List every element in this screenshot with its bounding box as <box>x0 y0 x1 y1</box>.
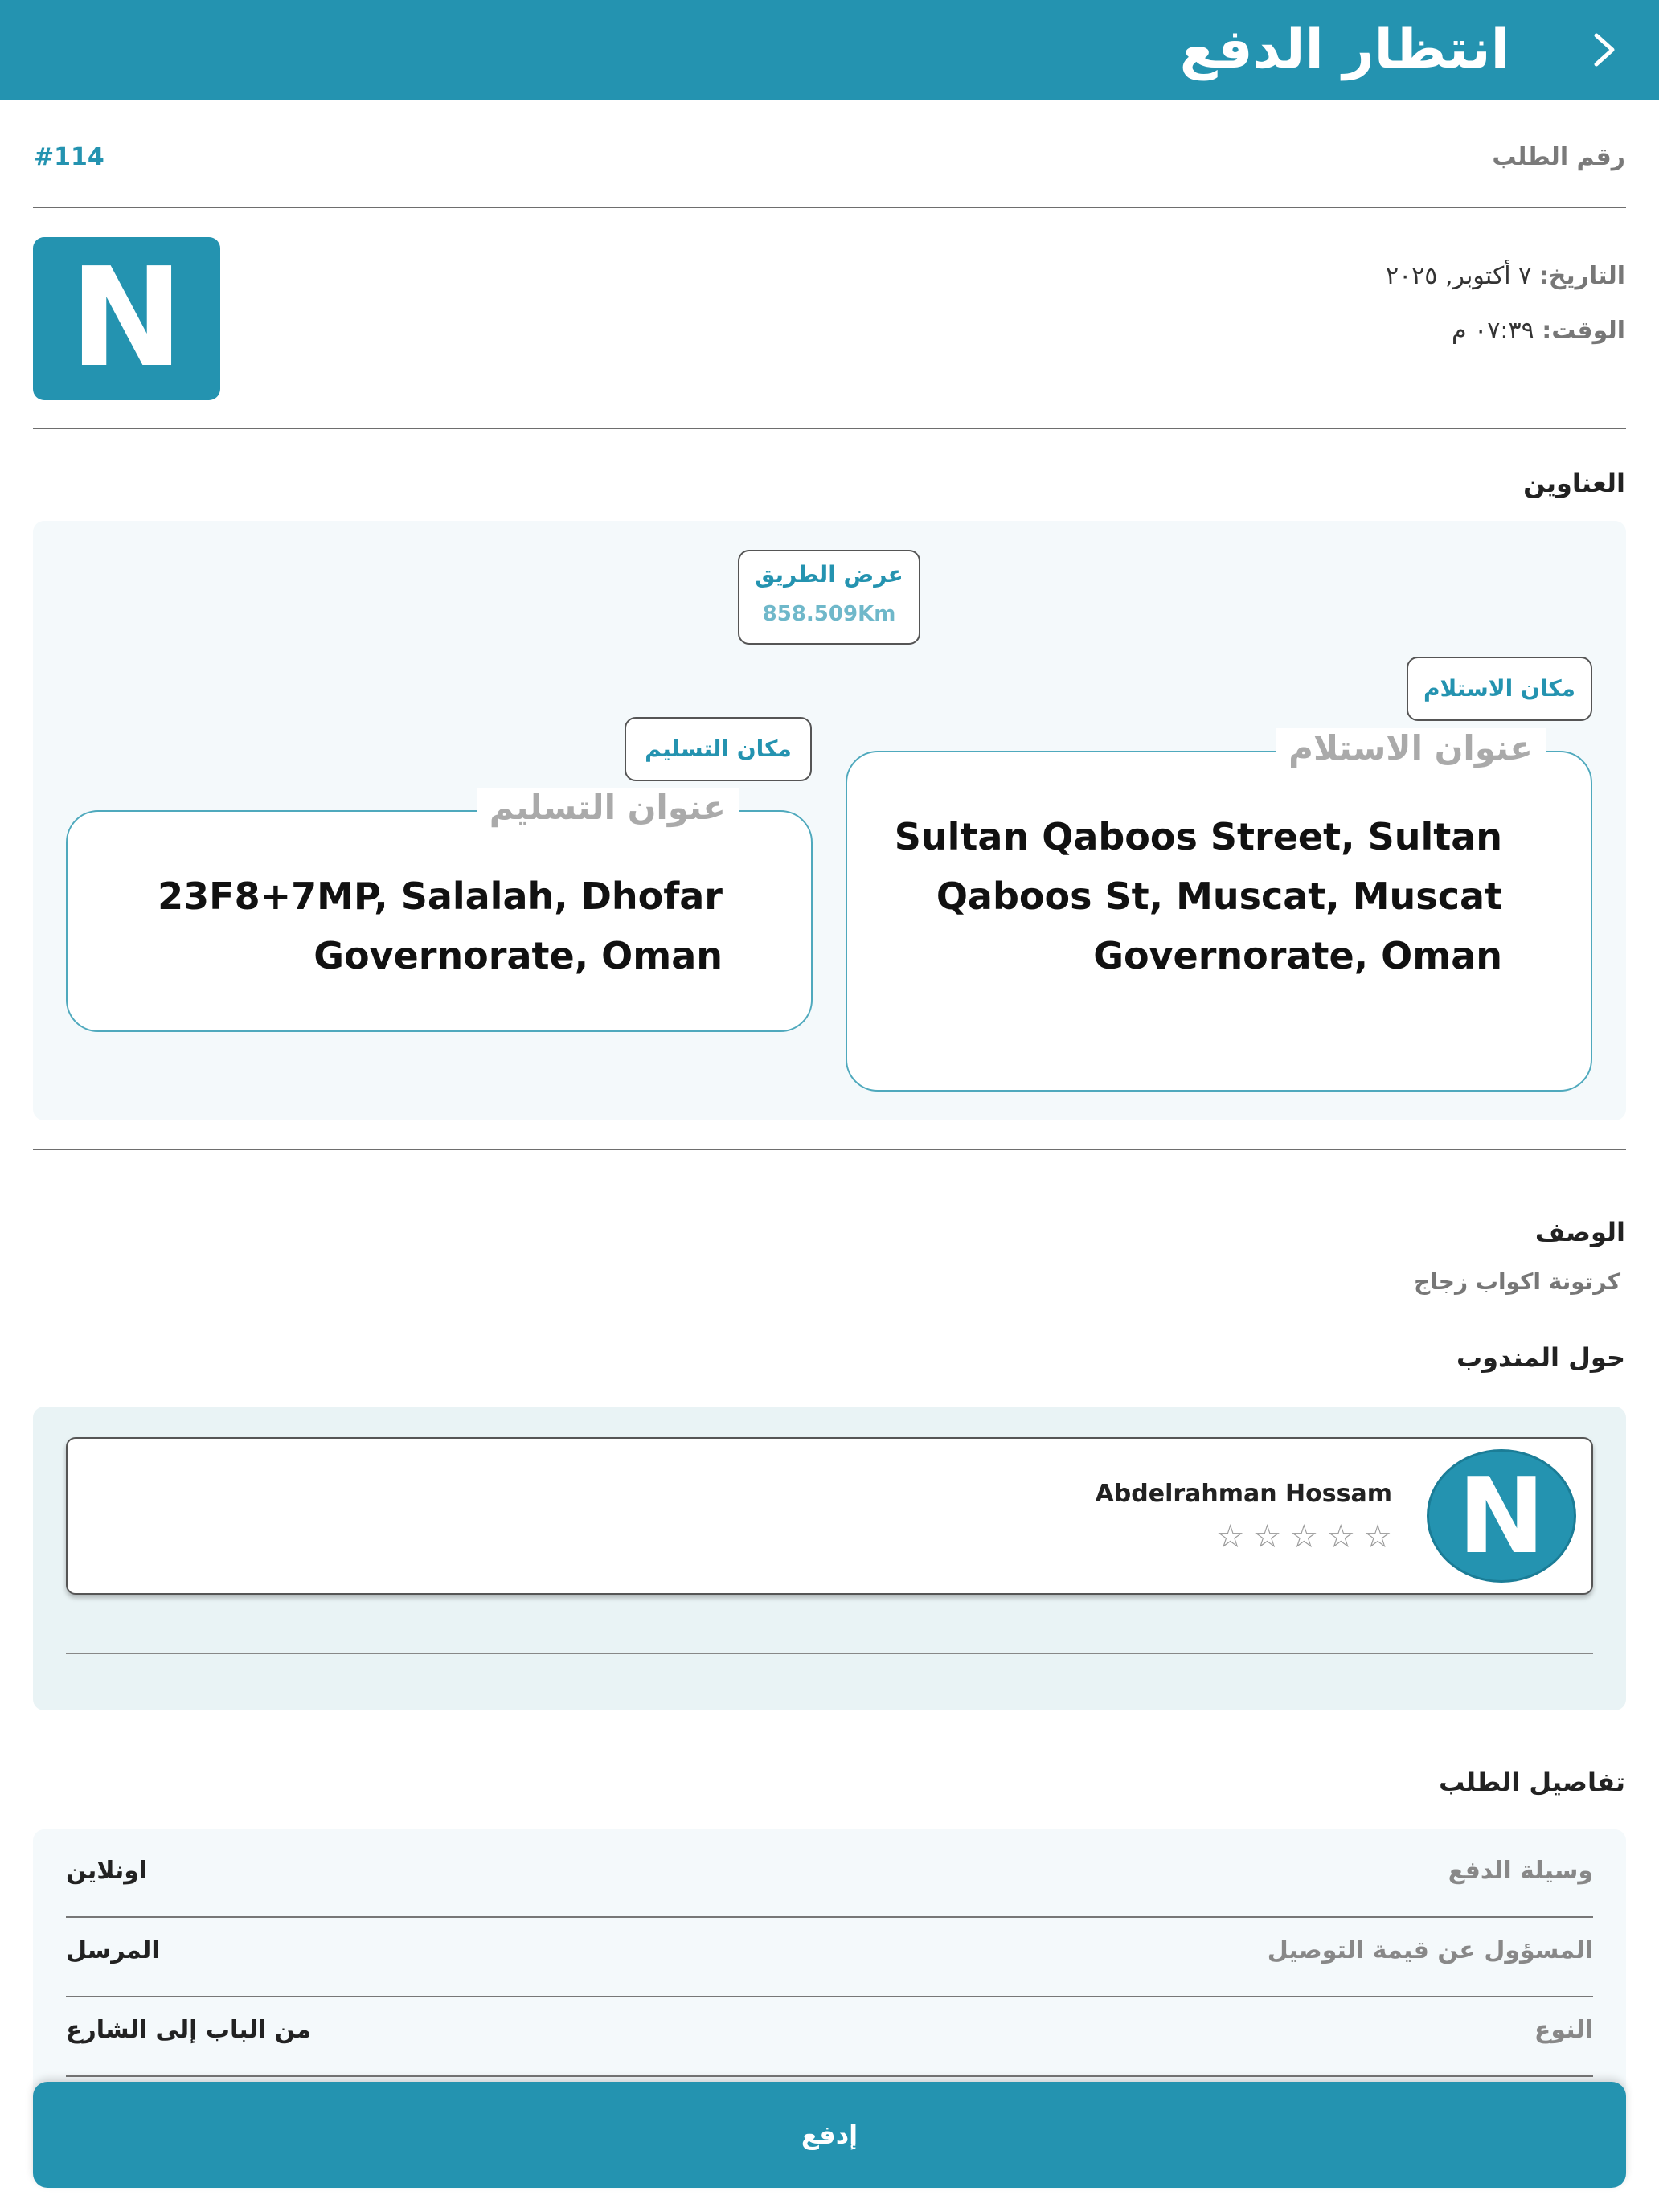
divider <box>66 1916 1593 1918</box>
divider <box>33 207 1626 208</box>
agent-rating <box>1216 1518 1392 1556</box>
date-value: ٧ أكتوبر, ٢٠٢٥ <box>1385 262 1532 290</box>
detail-row <box>66 1998 1593 2077</box>
chevron-right-icon[interactable] <box>1582 27 1627 72</box>
pickup-address-box <box>846 728 1592 1092</box>
star-outline-icon: ☆ <box>1252 1518 1282 1555</box>
page-title: انتظار الدفع <box>1179 18 1509 81</box>
dropoff-location-button[interactable]: مكان التسليم <box>625 717 812 781</box>
detail-value: المرسل <box>66 1936 160 1964</box>
agent-title: حول المندوب <box>1456 1342 1625 1373</box>
detail-row <box>66 1839 1593 1918</box>
order-number-value: #114 <box>34 143 104 171</box>
agent-avatar: N <box>1427 1449 1576 1583</box>
detail-label: المسؤول عن قيمة التوصيل <box>1267 1936 1593 1964</box>
details-title: تفاصيل الطلب <box>1439 1767 1625 1797</box>
pickup-address-legend: عنوان الاستلام <box>1276 728 1546 768</box>
order-number-label: رقم الطلب <box>1492 143 1625 171</box>
company-logo: N <box>33 237 220 400</box>
divider <box>66 2075 1593 2077</box>
detail-value: من الباب إلى الشارع <box>66 2016 312 2044</box>
app-header <box>0 0 1659 100</box>
addresses-title: العناوين <box>1523 468 1625 498</box>
pickup-address-text: Sultan Qaboos Street, Sultan Qaboos St, Muscat, Muscat Governorate, Oman <box>894 815 1502 977</box>
time-value: ٠٧:٣٩ م <box>1452 317 1534 345</box>
pay-button[interactable]: إدفع <box>33 2082 1626 2188</box>
star-outline-icon: ☆ <box>1289 1518 1319 1555</box>
pickup-location-button[interactable]: مكان الاستلام <box>1407 657 1592 721</box>
order-time <box>1452 317 1625 345</box>
detail-row <box>66 1919 1593 1997</box>
route-distance: 858.509Km <box>762 602 896 626</box>
divider <box>66 1996 1593 1997</box>
detail-label: النوع <box>1534 2016 1593 2044</box>
divider <box>33 428 1626 429</box>
agent-name: Abdelrahman Hossam <box>1095 1480 1392 1508</box>
date-label: التاريخ: <box>1538 262 1625 290</box>
divider <box>33 1149 1626 1150</box>
agent-card[interactable] <box>66 1437 1593 1595</box>
star-outline-icon: ☆ <box>1215 1518 1245 1555</box>
description-title: الوصف <box>1534 1217 1625 1247</box>
time-label: الوقت: <box>1542 317 1625 345</box>
star-outline-icon: ☆ <box>1363 1518 1392 1555</box>
dropoff-address-box <box>66 788 813 1032</box>
description-value: كرتونة اكواب زجاج <box>1414 1268 1620 1295</box>
divider <box>66 1653 1593 1654</box>
detail-value: اونلاين <box>66 1857 148 1885</box>
detail-label: وسيلة الدفع <box>1448 1857 1593 1885</box>
order-date <box>1386 262 1625 290</box>
show-route-button[interactable] <box>738 550 920 645</box>
dropoff-address-text: 23F8+7MP, Salalah, Dhofar Governorate, Oman <box>158 875 723 977</box>
star-outline-icon: ☆ <box>1326 1518 1356 1555</box>
show-route-label: عرض الطريق <box>755 561 903 588</box>
dropoff-address-legend: عنوان التسليم <box>477 788 739 827</box>
